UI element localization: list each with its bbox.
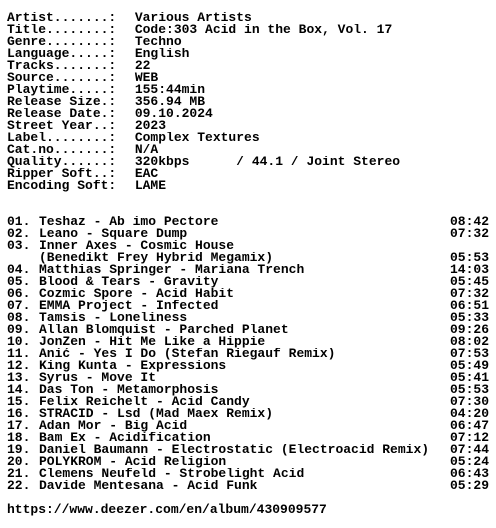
track-duration: 05:49	[449, 358, 489, 373]
meta-line	[7, 168, 489, 180]
release-metadata	[7, 12, 489, 192]
track-row	[7, 240, 489, 252]
meta-value: 320kbps / 44.1 / Joint Stereo	[134, 156, 401, 168]
track-title: Das Ton - Metamorphosis	[39, 384, 219, 396]
track-title: Blood & Tears - Gravity	[39, 276, 219, 288]
meta-value: Code:303 Acid in the Box, Vol. 17	[134, 24, 393, 36]
track-duration: 05:53	[449, 382, 489, 397]
meta-line	[7, 96, 489, 108]
meta-value: 22	[134, 60, 151, 72]
meta-value: Techno	[134, 36, 182, 48]
track-title: JonZen - Hit Me Like a Hippie	[39, 336, 266, 348]
album-url-link[interactable]: https://www.deezer.com/en/album/430909577	[7, 502, 327, 517]
meta-value: Complex Textures	[134, 132, 260, 144]
meta-line	[7, 180, 489, 192]
track-title-continuation: (Benedikt Frey Hybrid Megamix)	[39, 252, 274, 264]
track-row	[7, 360, 489, 372]
track-number: 01.	[7, 214, 31, 229]
track-number: 05.	[7, 274, 31, 289]
meta-key: Street Year..:	[7, 120, 117, 132]
track-title: Davide Mentesana - Acid Funk	[39, 480, 258, 492]
track-number: 22.	[7, 478, 31, 493]
track-number: 07.	[7, 298, 31, 313]
track-row	[7, 348, 489, 360]
track-row	[7, 264, 489, 276]
track-row	[7, 276, 489, 288]
tracklist	[7, 216, 489, 492]
track-row	[7, 336, 489, 348]
track-title: STRACID - Lsd (Mad Maex Remix)	[39, 408, 274, 420]
meta-line	[7, 60, 489, 72]
track-duration: 05:29	[449, 478, 489, 493]
track-row	[7, 324, 489, 336]
track-duration: 14:03	[449, 262, 489, 277]
meta-value: 2023	[134, 120, 167, 132]
meta-line	[7, 156, 489, 168]
track-row	[7, 216, 489, 228]
track-duration: 05:45	[449, 274, 489, 289]
track-row	[7, 468, 489, 480]
meta-line	[7, 108, 489, 120]
meta-key: Release Size.:	[7, 96, 117, 108]
track-duration: 06:43	[449, 466, 489, 481]
track-duration: 05:53	[449, 250, 489, 265]
meta-value: LAME	[134, 180, 167, 192]
meta-key: Cat.no.......:	[7, 144, 117, 156]
track-title: Felix Reichelt - Acid Candy	[39, 396, 250, 408]
track-number: 10.	[7, 334, 31, 349]
meta-line	[7, 36, 489, 48]
track-title: Teshaz - Ab imo Pectore	[39, 216, 219, 228]
meta-value: WEB	[134, 72, 159, 84]
track-number: 17.	[7, 418, 31, 433]
track-duration: 08:02	[449, 334, 489, 349]
meta-line	[7, 132, 489, 144]
track-duration: 09:26	[449, 322, 489, 337]
track-duration: 08:42	[449, 214, 489, 229]
track-duration: 07:12	[449, 430, 489, 445]
track-number: 04.	[7, 262, 31, 277]
track-row	[7, 480, 489, 492]
meta-key: Tracks.......:	[7, 60, 117, 72]
meta-key: Artist.......:	[7, 12, 117, 24]
track-number: 08.	[7, 310, 31, 325]
track-row	[7, 444, 489, 456]
track-number: 19.	[7, 442, 31, 457]
track-number: 02.	[7, 226, 31, 241]
track-row-continuation	[7, 252, 489, 264]
track-duration: 06:51	[449, 298, 489, 313]
track-title: Tamsis - Loneliness	[39, 312, 188, 324]
track-duration: 07:44	[449, 442, 489, 457]
meta-key: Quality......:	[7, 156, 117, 168]
track-duration: 05:41	[449, 370, 489, 385]
track-number: 11.	[7, 346, 31, 361]
track-number: 06.	[7, 286, 31, 301]
track-title: POLYKROM - Acid Religion	[39, 456, 227, 468]
track-row	[7, 372, 489, 384]
track-number: 21.	[7, 466, 31, 481]
meta-key: Release Date.:	[7, 108, 117, 120]
meta-value: N/A	[134, 144, 159, 156]
meta-value: EAC	[134, 168, 159, 180]
track-number: 16.	[7, 406, 31, 421]
meta-key: Genre........:	[7, 36, 117, 48]
meta-line	[7, 12, 489, 24]
track-row	[7, 384, 489, 396]
track-title: Inner Axes - Cosmic House	[39, 240, 235, 252]
track-duration: 06:47	[449, 418, 489, 433]
meta-key: Title........:	[7, 24, 117, 36]
track-title: Bam Ex - Acidification	[39, 432, 211, 444]
track-title: Clemens Neufeld - Strobelight Acid	[39, 468, 305, 480]
track-number: 15.	[7, 394, 31, 409]
meta-value: 155:44min	[134, 84, 206, 96]
track-duration: 05:33	[449, 310, 489, 325]
meta-key: Language.....:	[7, 48, 117, 60]
track-title: King Kunta - Expressions	[39, 360, 227, 372]
track-duration: 07:32	[449, 226, 489, 241]
track-number: 20.	[7, 454, 31, 469]
track-title: Anić - Yes I Do (Stefan Riegauf Remix)	[39, 348, 336, 360]
meta-key: Source.......:	[7, 72, 117, 84]
track-number: 14.	[7, 382, 31, 397]
track-duration: 07:32	[449, 286, 489, 301]
track-duration: 07:30	[449, 394, 489, 409]
meta-key: Encoding Soft:	[7, 180, 117, 192]
track-title: EMMA Project - Infected	[39, 300, 219, 312]
track-row	[7, 432, 489, 444]
track-row	[7, 228, 489, 240]
track-title: Matthias Springer - Mariana Trench	[39, 264, 305, 276]
meta-line	[7, 48, 489, 60]
track-number: 03.	[7, 238, 31, 253]
track-title: Adan Mor - Big Acid	[39, 420, 188, 432]
meta-key: Playtime.....:	[7, 84, 117, 96]
meta-line	[7, 72, 489, 84]
track-row	[7, 396, 489, 408]
track-title: Syrus - Move It	[39, 372, 157, 384]
meta-key: Ripper Soft..:	[7, 168, 117, 180]
track-number: 18.	[7, 430, 31, 445]
track-duration: 04:20	[449, 406, 489, 421]
meta-value: Various Artists	[134, 12, 252, 24]
meta-line	[7, 24, 489, 36]
meta-line	[7, 84, 489, 96]
track-number: 13.	[7, 370, 31, 385]
meta-value: English	[134, 48, 190, 60]
track-row	[7, 312, 489, 324]
track-row	[7, 288, 489, 300]
track-number: 09.	[7, 322, 31, 337]
track-title: Cozmic Spore - Acid Habit	[39, 288, 235, 300]
track-number: 12.	[7, 358, 31, 373]
meta-key: Label........:	[7, 132, 117, 144]
track-row	[7, 408, 489, 420]
track-title: Allan Blomquist - Parched Planet	[39, 324, 289, 336]
nfo-document	[7, 12, 489, 516]
track-row	[7, 420, 489, 432]
track-row	[7, 300, 489, 312]
track-title: Daniel Baumann - Electrostatic (Electroacid Remix)	[39, 444, 430, 456]
track-row	[7, 456, 489, 468]
meta-value: 356.94 MB	[134, 96, 206, 108]
track-duration: 05:24	[449, 454, 489, 469]
meta-line	[7, 120, 489, 132]
track-duration: 07:53	[449, 346, 489, 361]
meta-line	[7, 144, 489, 156]
meta-value: 09.10.2024	[134, 108, 213, 120]
track-title: Leano - Square Dump	[39, 228, 188, 240]
